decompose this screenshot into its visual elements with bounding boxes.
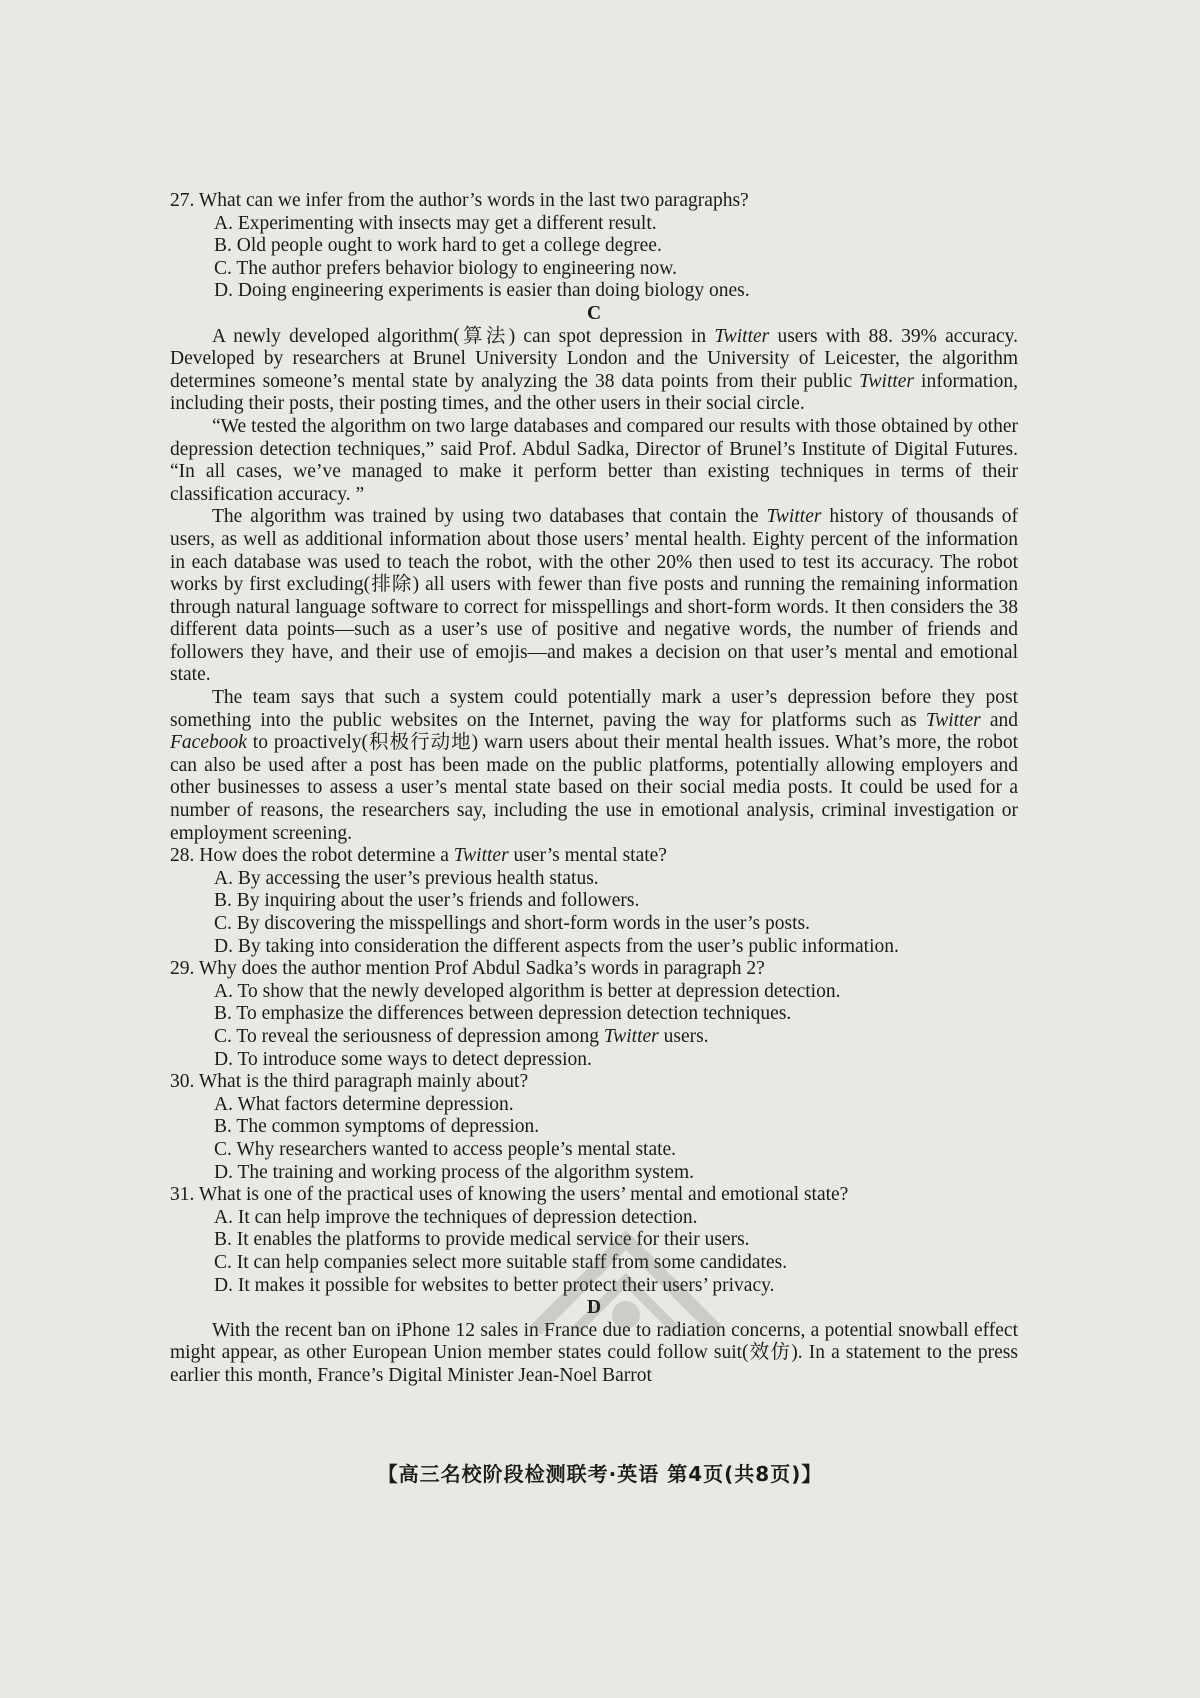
question-31-option-d: D. It makes it possible for websites to better protect their users’ privacy. <box>214 1274 775 1296</box>
page-content <box>170 190 1018 1387</box>
p4-text-and: and <box>980 709 1018 731</box>
section-c-paragraph-1 <box>170 326 1018 416</box>
q29-c-twitter: Twitter <box>603 1025 659 1047</box>
p1-text-c: information, including their posts, their posting times, and the other users in their social circle. <box>170 370 1018 415</box>
p1-twitter-1: Twitter <box>714 325 770 347</box>
question-29-option-c <box>170 1026 1018 1049</box>
p3-text-b: history of thousands of users, as well as additional information about those users’ mental health. Eighty percent of the information in each database was used to teach the robot, with the other 20% then used to test its accuracy. The robot works by first excluding(排除) all users with fewer than five posts and running the remaining information through natural language software to correct for misspellings and short-form words. It then considers the 38 different data points—such as a user’s use of positive and negative words, the number of friends and followers they have, and their use of emojis—and makes a decision on that user’s mental and emotional state. <box>170 506 1019 686</box>
q28-stem-b: user’s mental state? <box>508 845 667 867</box>
page-footer: 【高三名校阶段检测联考·英语 第4页(共8页)】 <box>377 1462 823 1486</box>
section-c-paragraph-3 <box>170 506 1018 687</box>
question-29-option-b: B. To emphasize the differences between depression detection techniques. <box>214 1003 792 1025</box>
question-27-option-c: C. The author prefers behavior biology to engineering now. <box>214 257 678 279</box>
q29-c-text-a: C. To reveal the seriousness of depression among <box>214 1025 604 1047</box>
section-c-paragraph-4 <box>170 687 1018 845</box>
p3-twitter: Twitter <box>766 506 822 528</box>
question-28-option-a: A. By accessing the user’s previous health status. <box>214 867 599 889</box>
question-27-option-a: A. Experimenting with insects may get a different result. <box>214 212 657 234</box>
question-28-option-c: C. By discovering the misspellings and short-form words in the user’s posts. <box>214 913 810 934</box>
q29-c-text-b: users. <box>658 1025 709 1047</box>
p1-text-b: users with 88. 39% accuracy. Developed by researchers at Brunel University London and the University of Leicester, the algorithm determines someone’s mental state by analyzing the 38 data points from their public <box>170 325 1019 392</box>
question-30-option-c: C. Why researchers wanted to access people’s mental state. <box>214 1138 677 1160</box>
question-29-option-a: A. To show that the newly developed algorithm is better at depression detection. <box>214 980 841 1002</box>
p1-twitter-2: Twitter <box>859 370 915 392</box>
question-27-stem: 27. What can we infer from the author’s words in the last two paragraphs? <box>170 190 749 211</box>
section-d-paragraph-1: With the recent ban on iPhone 12 sales in France due to radiation concerns, a potential snowball effect might appear, as other European Union member states could follow suit(效仿). In a statement to the press earlier this month, France’s Digital Minister Jean-Noel Barrot <box>170 1319 1018 1386</box>
p4-text-a: The team says that such a system could potentially mark a user’s depression before they post something into the public websites on the Internet, paving the way for platforms such as <box>170 687 1018 731</box>
question-28-option-d: D. By taking into consideration the different aspects from the user’s public information. <box>214 935 899 957</box>
question-28-option-b: B. By inquiring about the user’s friends and followers. <box>214 890 640 912</box>
question-27-option-d: D. Doing engineering experiments is easier than doing biology ones. <box>214 280 750 302</box>
question-31-stem: 31. What is one of the practical uses of knowing the users’ mental and emotional state? <box>170 1184 849 1206</box>
section-c-heading: C <box>586 302 602 324</box>
question-28-stem <box>170 845 1018 868</box>
question-31-option-c: C. It can help companies select more suitable staff from some candidates. <box>214 1251 788 1273</box>
question-30-option-a: A. What factors determine depression. <box>214 1093 514 1115</box>
p4-twitter: Twitter <box>925 709 981 731</box>
q28-stem-a: 28. How does the robot determine a <box>170 845 454 867</box>
question-30-option-b: B. The common symptoms of depression. <box>214 1116 540 1138</box>
question-30-stem: 30. What is the third paragraph mainly about? <box>170 1071 529 1093</box>
question-31-option-a: A. It can help improve the techniques of depression detection. <box>214 1206 698 1228</box>
p3-text-a: The algorithm was trained by using two databases that contain the <box>212 506 767 528</box>
q28-stem-twitter: Twitter <box>453 845 509 867</box>
question-31-option-b: B. It enables the platforms to provide medical service for their users. <box>214 1229 750 1251</box>
question-30-option-d: D. The training and working process of the algorithm system. <box>214 1161 695 1183</box>
p4-facebook: Facebook <box>170 732 247 754</box>
p1-text-a: A newly developed algorithm(算法) can spot depression in <box>212 325 715 347</box>
section-c-paragraph-2: “We tested the algorithm on two large databases and compared our results with those obtained by other depression detection techniques,” said Prof. Abdul Sadka, Director of Brunel’s Institute of Digital Futures. “In all cases, we’ve managed to make it perform better than existing techniques in terms of their classification accuracy. ” <box>170 415 1018 505</box>
question-29-stem: 29. Why does the author mention Prof Abdul Sadka’s words in paragraph 2? <box>170 958 765 980</box>
question-27-option-b: B. Old people ought to work hard to get a college degree. <box>214 235 662 257</box>
section-d-heading: D <box>586 1297 602 1319</box>
p4-text-b: to proactively(积极行动地) warn users about their mental health issues. What’s more, the robot can also be used after a post has been made on the public platforms, potentially allowing employers and other businesses to assess a user’s mental state based on their social media posts. It could be used for a number of reasons, the researchers say, including the use in emotional analysis, criminal investigation or employment screening. <box>170 732 1018 844</box>
question-29-option-d: D. To introduce some ways to detect depression. <box>214 1048 592 1070</box>
